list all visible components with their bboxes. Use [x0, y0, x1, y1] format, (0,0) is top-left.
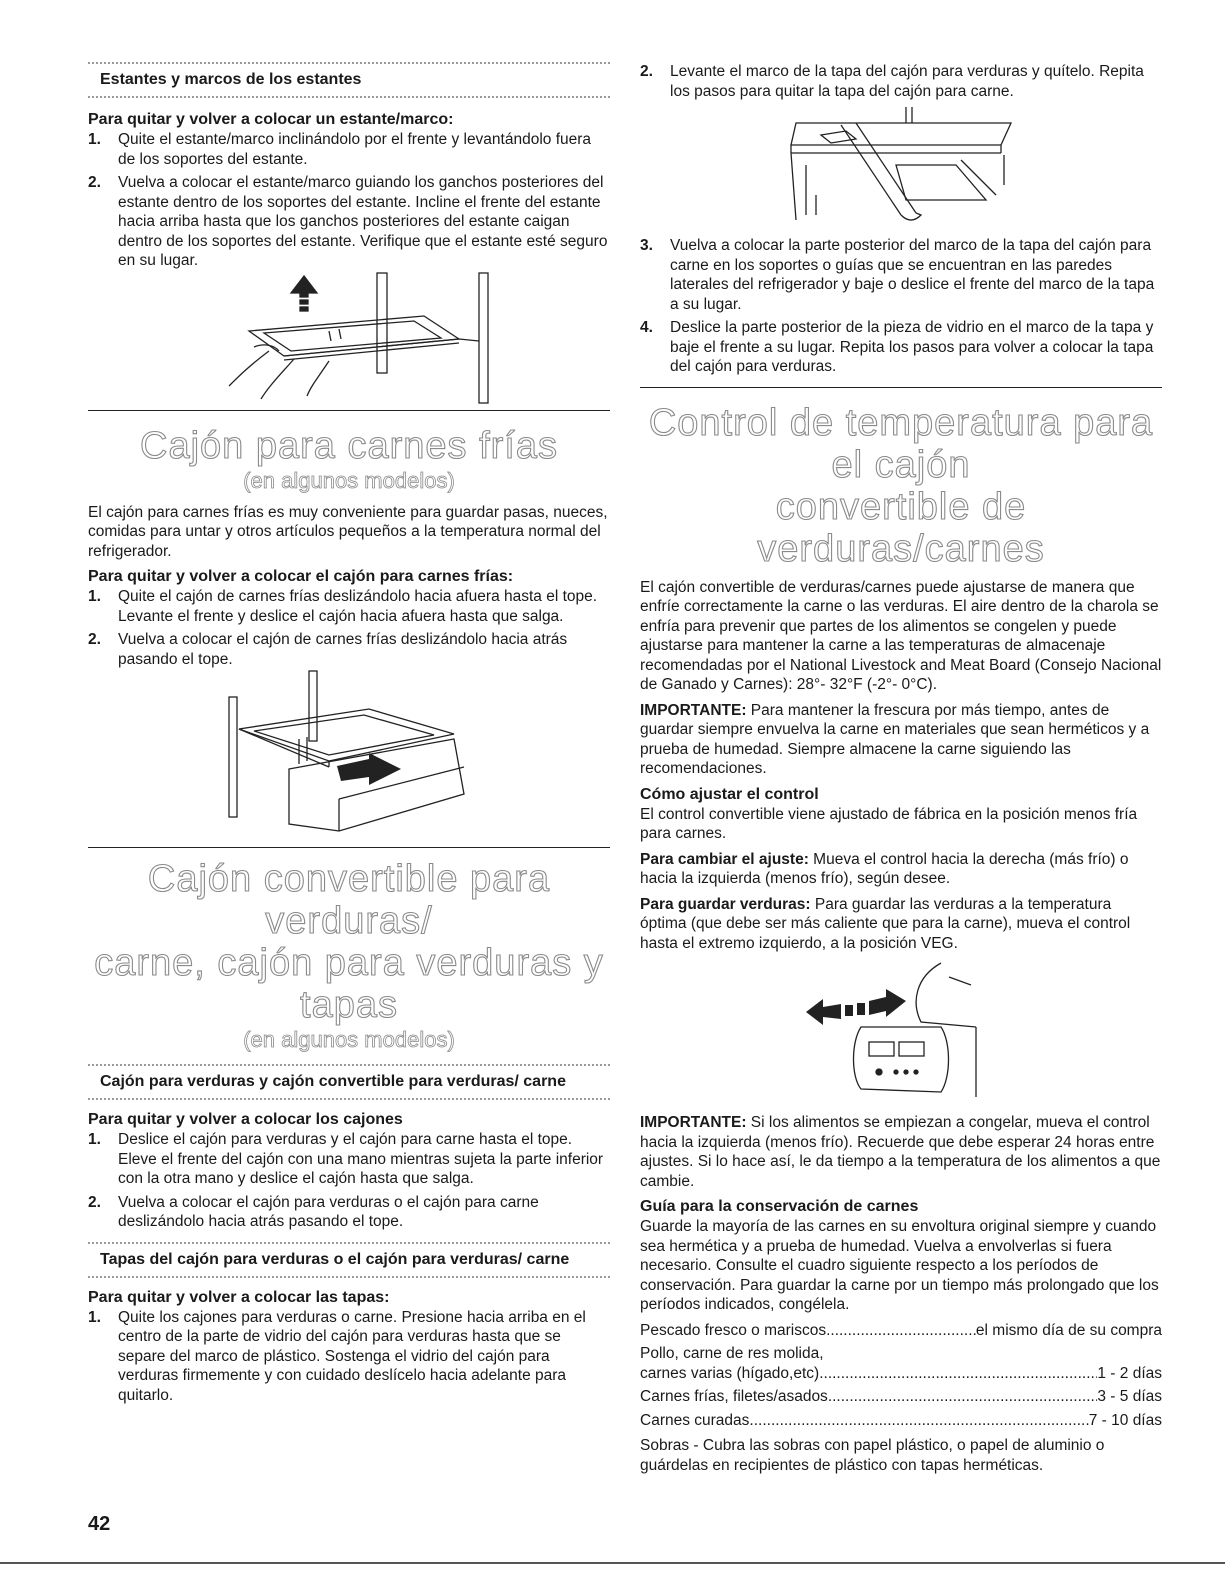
list-item: 2. Levante el marco de la tapa del cajón para verduras y quítelo. Repita los pasos para quitar la tapa del cajón para carne.: [640, 63, 1144, 100]
list-item: 1. Quite el cajón de carnes frías deslizándolo hacia afuera hasta el tope. Levante el frente y deslice el cajón hacia afuera hasta que salga.: [88, 588, 598, 625]
important-note-2: IMPORTANTE: Si los alimentos se empiezan a congelar, mueva el control hacia la izquierda (menos frío). Recuerde que debe esperar 24 horas entre ajustes. Si lo hace así, le da tiempo a la temperatura de los alimentos a que cambie.: [640, 1114, 1161, 1190]
cold-meat-drawer-subtitle: (en algunos modelos): [243, 467, 455, 493]
table-row: carnes varias (hígado,etc) ..... 1 - 2 días: [640, 1364, 1162, 1384]
cold-meat-subheading: Para quitar y volver a colocar el cajón para carnes frías:: [88, 568, 514, 585]
temperature-control-title-line2: convertible de verduras/carnes: [757, 485, 1045, 570]
storage-times-table: [640, 1321, 1162, 1431]
important-note-1: IMPORTANTE: Para mantener la frescura por más tiempo, antes de guardar siempre envuelva la carne en materiales que sean herméticos y a prueba de humedad. Siempre almacene la carne siguiendo las recomendaciones.: [640, 701, 1150, 777]
cover-steps: [640, 236, 1162, 377]
table-row: Pescado fresco o mariscos ..... el mismo día de su compra: [640, 1321, 1162, 1341]
list-item: 1. Deslice el cajón para verduras y el cajón para carne hasta el tope. Eleve el frente del cajón con una mano mientras sujeta la parte inferior con la otra mano y deslice el cajón hasta que salga.: [88, 1131, 604, 1187]
store-vegetables-text: Para guardar verduras: Para guardar las verduras a la temperatura óptima (que debe ser más caliente que para la carne), mueva el control hasta el extremo izquierdo, a la posición VEG.: [640, 895, 1131, 952]
control-slider-illustration: [801, 957, 1001, 1107]
shelf-illustration: [209, 271, 489, 406]
leftovers-text: Sobras - Cubra las sobras con papel plástico, o papel de aluminio o guárdelas en recipientes de plástico con tapas herméticas.: [640, 1437, 1105, 1474]
list-item: 2. Vuelva a colocar el cajón de carnes frías deslizándolo hacia atrás pasando el tope.: [88, 631, 568, 668]
list-item: 4. Deslice la parte posterior de la pieza de vidrio en el marco de la tapa y baje el frente a su lugar. Repita los pasos para volver a colocar la tapa del cajón para verduras.: [640, 319, 1154, 375]
cold-meat-drawer-title: Cajón para carnes frías: [140, 424, 558, 467]
section-heading-drawers: Cajón para verduras y cajón convertible para verduras/ carne: [88, 1064, 610, 1100]
shelf-steps: [88, 130, 610, 271]
cold-meat-intro: El cajón para carnes frías es muy conveniente para guardar pasas, nueces, comidas para untar y otros artículos pequeños a la temperatura normal del refrigerador.: [88, 503, 608, 560]
section-heading-shelves: Estantes y marcos de los estantes: [88, 62, 610, 98]
change-setting-text: Para cambiar el ajuste: Mueva el control hacia la derecha (más frío) o hacia la izquierda (menos frío), según desee.: [640, 850, 1129, 887]
convertible-drawer-title-line1: Cajón convertible para verduras/: [147, 858, 551, 942]
covers-subheading: Para quitar y volver a colocar las tapas:: [88, 1288, 390, 1306]
right-column: [640, 62, 1162, 1475]
table-row-prefix: Pollo, carne de res molida,: [640, 1345, 824, 1362]
list-item: 1. Quite los cajones para verduras o carne. Presione hacia arriba en el centro de la parte de vidrio del cajón para verduras hasta que se separe del marco de plástico. Sostenga el vidrio del cajón para verduras firmemente y con cuidado deslícelo hacia adelante para quitarlo.: [88, 1308, 586, 1404]
left-column: [88, 62, 610, 1405]
list-item: 1. Quite el estante/marco inclinándolo por el frente y levantándolo fuera de los soportes del estante.: [88, 131, 592, 168]
table-row: Carnes curadas ..... 7 - 10 días: [640, 1411, 1162, 1431]
meat-guide-subheading: Guía para la conservación de carnes: [640, 1198, 919, 1215]
convertible-drawer-subtitle: (en algunos modelos): [243, 1027, 455, 1052]
cold-meat-drawer-illustration: [219, 669, 479, 839]
list-item: 2. Vuelva a colocar el cajón para verduras o el cajón para carne deslizándolo hacia atrás pasando el tope.: [88, 1193, 539, 1230]
convertible-drawer-title-line2: carne, cajón para verduras y tapas: [94, 942, 604, 1026]
temperature-control-title-line1: Control de temperatura para el cajón: [648, 401, 1154, 486]
page-number: 42: [88, 1513, 111, 1535]
table-row: Carnes frías, filetes/asados ..... 3 - 5 días: [640, 1387, 1162, 1407]
adjust-control-text: El control convertible viene ajustado de fábrica en la posición menos fría para carnes.: [640, 805, 1138, 842]
bottom-rule: [0, 1562, 1225, 1564]
covers-steps: [88, 1308, 610, 1406]
section-heading-covers: Tapas del cajón para verduras o el cajón para verduras/ carne: [88, 1242, 610, 1278]
covers-steps-continued: [640, 62, 1162, 101]
shelf-subheading: Para quitar y volver a colocar un estante/marco:: [88, 111, 454, 128]
temperature-control-intro: El cajón convertible de verduras/carnes puede ajustarse de manera que enfríe correctamente la carne o las verduras. El aire dentro de la charola se enfría para prevenir que partes de los alimentos se congelen y puede ajustarse para mantener la carne a las temperaturas de almacenaje recomendadas por el National Livestock and Meat Board (Consejo Nacional de Ganado y Carnes): 28°- 32°F (-2°- 0°C).: [640, 578, 1162, 693]
adjust-control-subheading: Cómo ajustar el control: [640, 785, 819, 803]
meat-guide-text: Guarde la mayoría de las carnes en su envoltura original siempre y cuando sea hermética y a prueba de humedad. Vuelva a envolverlas si fuera necesario. Consulte el cuadro siguiente respecto a los períodos de conservación. Para guardar la carne por un tiempo más prolongado que los períodos indicados, congélela.: [640, 1218, 1159, 1313]
list-item: 2. Vuelva a colocar el estante/marco guiando los ganchos posteriores del estante dentro de los soportes del estante. Incline el frente del estante hacia arriba hasta que los ganchos posteriores del estante caigan dentro de los soportes del estante. Verifique que el estante esté seguro en su lugar.: [88, 174, 608, 269]
list-item: 3. Vuelva a colocar la parte posterior del marco de la tapa del cajón para carne en los soportes o guías que se encuentran en las paredes laterales del refrigerador y baje o deslice el frente del marco de la tapa a su lugar.: [640, 237, 1155, 313]
cold-meat-steps: [88, 587, 610, 669]
cover-frame-illustration: [786, 105, 1016, 230]
drawers-subheading: Para quitar y volver a colocar los cajones: [88, 1111, 403, 1128]
drawers-steps: [88, 1130, 610, 1232]
